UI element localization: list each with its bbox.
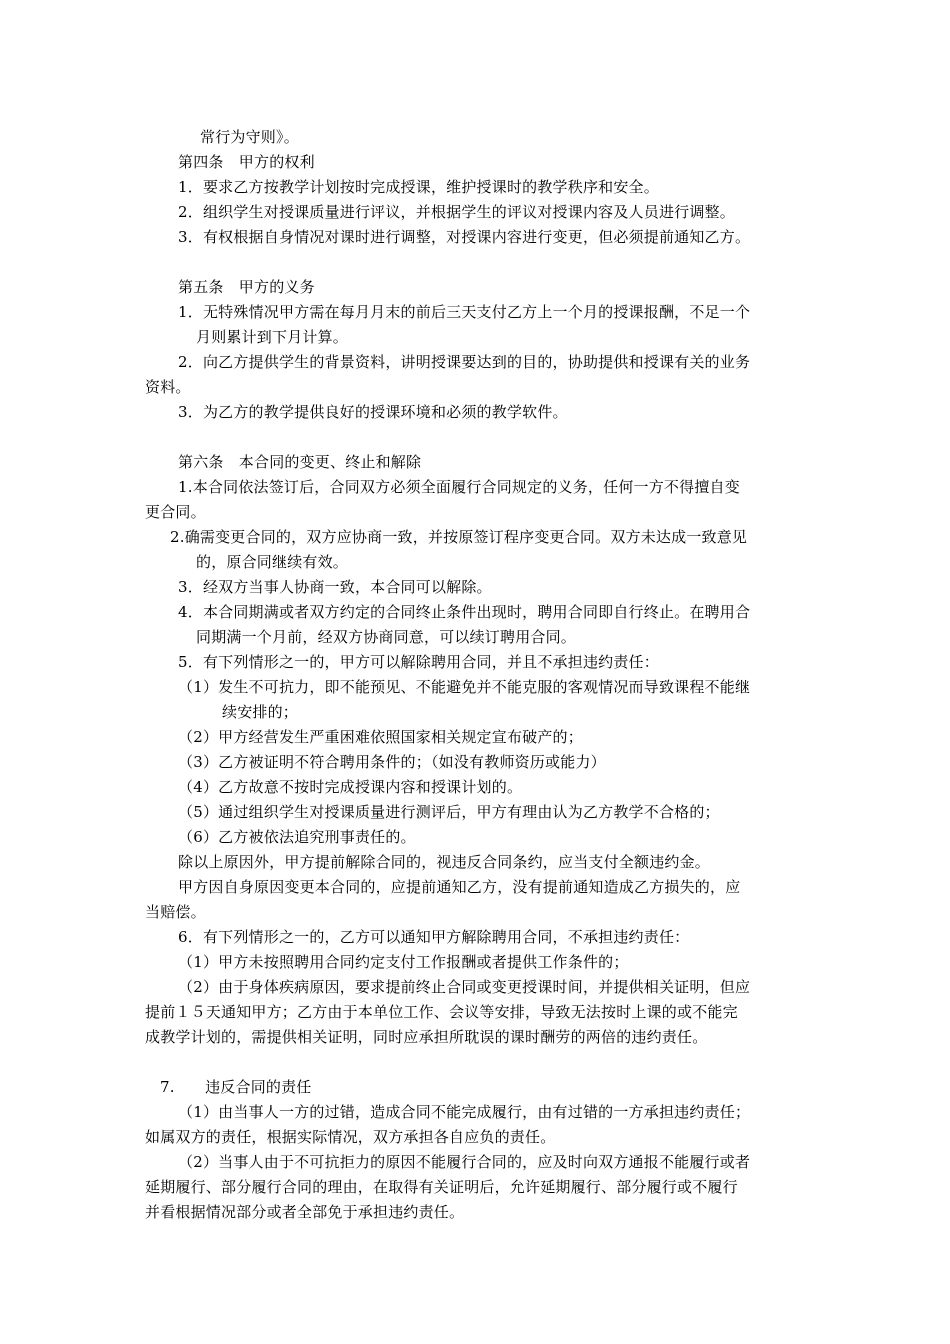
article6-p5-note2-line2: 当赔偿。: [145, 903, 206, 921]
article5-heading: 第五条 甲方的义务: [178, 278, 315, 296]
article4-heading: 第四条 甲方的权利: [178, 153, 315, 171]
article6-p2-line1: 2.确需变更合同的，双方应协商一致，并按原签订程序变更合同。双方未达成一致意见: [170, 528, 748, 546]
article4-item-1: 1．要求乙方按教学计划按时完成授课，维护授课时的教学秩序和安全。: [178, 178, 659, 196]
article6-p6: 6．有下列情形之一的，乙方可以通知甲方解除聘用合同，不承担违约责任：: [178, 928, 690, 946]
article7-heading: 7. 违反合同的责任: [160, 1078, 312, 1096]
article6-p1-line2: 更合同。: [145, 503, 206, 521]
article4-item-3: 3．有权根据自身情况对课时进行调整，对授课内容进行变更，但必须提前通知乙方。: [178, 228, 751, 246]
article6-p5-sub6: （6）乙方被依法追究刑事责任的。: [178, 828, 416, 846]
article6-p3: 3．经双方当事人协商一致，本合同可以解除。: [178, 578, 492, 596]
article7-s2-line2: 延期履行、部分履行合同的理由，在取得有关证明后，允许延期履行、部分履行或不履行: [145, 1178, 738, 1196]
article6-p5-note2-line1: 甲方因自身原因变更本合同的，应提前通知乙方，没有提前通知造成乙方损失的，应: [178, 878, 741, 896]
article6-p4-line1: 4．本合同期满或者双方约定的合同终止条件出现时，聘用合同即自行终止。在聘用合: [178, 603, 751, 621]
article6-p5: 5．有下列情形之一的，甲方可以解除聘用合同，并且不承担违约责任：: [178, 653, 659, 671]
article6-p5-sub1-line1: （1）发生不可抗力，即不能预见、不能避免并不能克服的客观情况而导致课程不能继: [178, 678, 751, 696]
article6-p5-sub3: （3）乙方被证明不符合聘用条件的；（如没有教师资历或能力）: [178, 753, 606, 771]
article6-p5-sub2: （2）甲方经营发生严重困难依照国家相关规定宣布破产的；: [178, 728, 583, 746]
article6-p5-sub5: （5）通过组织学生对授课质量进行测评后，甲方有理由认为乙方教学不合格的；: [178, 803, 720, 821]
intro-tail: 常行为守则》。: [200, 128, 299, 146]
article5-item1-line2: 月则累计到下月计算。: [196, 328, 349, 346]
article5-item1-line1: 1．无特殊情况甲方需在每月月末的前后三天支付乙方上一个月的授课报酬，不足一个: [178, 303, 751, 321]
article5-item2-line1: 2．向乙方提供学生的背景资料，讲明授课要达到的目的，协助提供和授课有关的业务: [178, 353, 751, 371]
article5-item2-line2: 资料。: [145, 378, 191, 396]
article6-p5-sub4: （4）乙方故意不按时完成授课内容和授课计划的。: [178, 778, 523, 796]
article6-p2-line2: 的，原合同继续有效。: [196, 553, 349, 571]
article6-p1-line1: 1.本合同依法签订后，合同双方必须全面履行合同规定的义务，任何一方不得擅自变: [178, 478, 740, 496]
article7-s2-line3: 并看根据情况部分或者全部免于承担违约责任。: [145, 1203, 465, 1221]
article6-p6-sub1: （1）甲方未按照聘用合同约定支付工作报酬或者提供工作条件的；: [178, 953, 629, 971]
article5-item-3: 3．为乙方的教学提供良好的授课环境和必须的教学软件。: [178, 403, 568, 421]
article7-s2-line1: （2）当事人由于不可抗拒力的原因不能履行合同的，应及时向双方通报不能履行或者: [178, 1153, 751, 1171]
article6-heading: 第六条 本合同的变更、终止和解除: [178, 453, 422, 471]
article6-p5-sub1-line2: 续安排的；: [222, 703, 299, 721]
article4-item-2: 2．组织学生对授课质量进行评议，并根据学生的评议对授课内容及人员进行调整。: [178, 203, 735, 221]
article6-p6-sub2-line1: （2）由于身体疾病原因，要求提前终止合同或变更授课时间，并提供相关证明，但应: [178, 978, 751, 996]
article6-p6-sub2-line2: 提前１５天通知甲方；乙方由于本单位工作、会议等安排，导致无法按时上课的或不能完: [145, 1003, 738, 1021]
article6-p4-line2: 同期满一个月前，经双方协商同意，可以续订聘用合同。: [196, 628, 577, 646]
article7-s1-line2: 如属双方的责任，根据实际情况，双方承担各自应负的责任。: [145, 1128, 556, 1146]
article7-s1-line1: （1）由当事人一方的过错，造成合同不能完成履行，由有过错的一方承担违约责任；: [178, 1103, 751, 1121]
article6-p6-sub2-line3: 成教学计划的，需提供相关证明，同时应承担所耽误的课时酬劳的两倍的违约责任。: [145, 1028, 708, 1046]
article6-p5-note1: 除以上原因外，甲方提前解除合同的，视违反合同条约，应当支付全额违约金。: [178, 853, 711, 871]
